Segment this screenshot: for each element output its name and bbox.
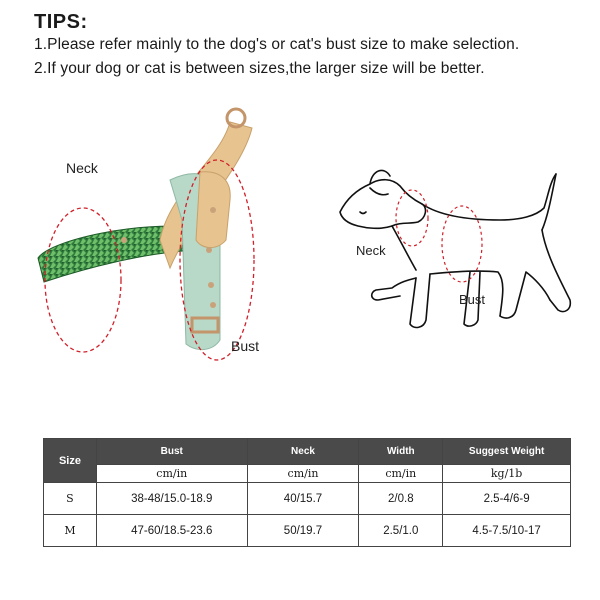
table-row	[44, 515, 571, 547]
unit-weight: kg/1b	[443, 465, 571, 483]
cell-size: S	[44, 483, 97, 515]
cell-neck: 50/19.7	[247, 515, 359, 547]
header-weight: Suggest Weight	[443, 439, 571, 465]
tip-line-1: 1.Please refer mainly to the dog's or cat's bust size to make selection.	[34, 36, 520, 53]
cell-weight: 2.5-4/6-9	[443, 483, 571, 515]
harness-image	[20, 100, 310, 370]
header-width: Width	[359, 439, 443, 465]
harness-illustration	[20, 100, 310, 370]
unit-bust: cm/in	[96, 465, 247, 483]
dog-bust-label: Bust	[459, 292, 486, 307]
unit-width: cm/in	[359, 465, 443, 483]
table-unit-row	[44, 465, 571, 483]
header-neck: Neck	[247, 439, 359, 465]
unit-neck: cm/in	[247, 465, 359, 483]
dog-neck-label: Neck	[356, 243, 386, 258]
tips-title: TIPS:	[34, 11, 88, 33]
tip-line-2: 2.If your dog or cat is between sizes,the larger size will be better.	[34, 60, 485, 77]
harness-neck-label: Neck	[66, 160, 98, 176]
cell-width: 2.5/1.0	[359, 515, 443, 547]
cell-weight: 4.5-7.5/10-17	[443, 515, 571, 547]
harness-bust-label: Bust	[231, 338, 260, 354]
cell-width: 2/0.8	[359, 483, 443, 515]
cell-size: M	[44, 515, 97, 547]
table-row	[44, 483, 571, 515]
cell-bust: 47-60/18.5-23.6	[96, 515, 247, 547]
cell-neck: 40/15.7	[247, 483, 359, 515]
header-size: Size	[44, 439, 97, 483]
neck-guide	[45, 208, 121, 352]
table-header-row	[44, 439, 571, 465]
size-chart-table	[43, 438, 571, 547]
cell-bust: 38-48/15.0-18.9	[96, 483, 247, 515]
header-bust: Bust	[96, 439, 247, 465]
